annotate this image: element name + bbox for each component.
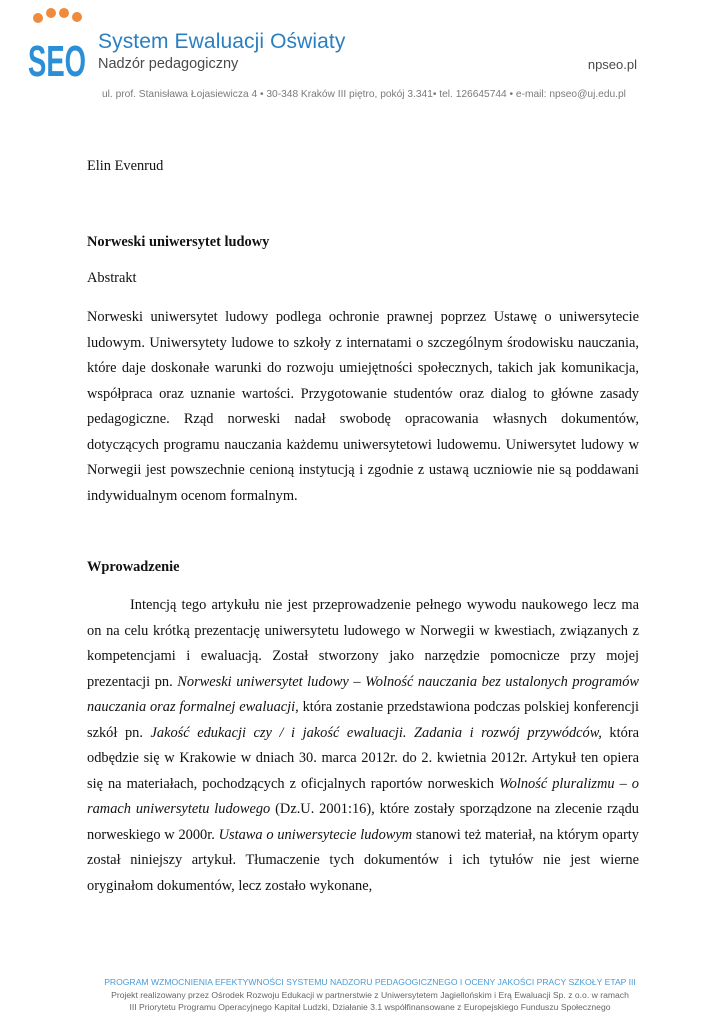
intro-text-2: , która zostanie przedstawiona podczas polskiej konferencji szkół pn. (87, 699, 639, 741)
seo-logo (24, 4, 90, 86)
intro-text-4: (Dz.U. 2001:16), które zostały sporządzone na zlecenie rządu norweskiego w 2000r. (87, 801, 639, 843)
intro-text-1: Intencją tego artykułu nie jest przeprowadzenie pełnego wywodu naukowego lecz ma on na celu krótką prezentację uniwersytetu ludowego w Norwegii w kwestiach, związanych z kompetencjami i ewaluacją. Został stworzony jako narzędzie pomocnicze przy mojej prezentacji pn. (87, 597, 639, 690)
article-title: Norweski uniwersytet ludowy (87, 234, 270, 250)
author-name: Elin Evenrud (87, 158, 164, 174)
intro-italic-conference-title: Jakość edukacji czy / i jakość ewaluacji. Zadania i rozwój przywódców, (150, 724, 602, 741)
intro-text-5: stanowi też materiał, na którym oparty został niniejszy artykuł. Tłumaczenie tych dokumentów i ich tytułów nie jest wierne oryginałom dokumentów, lecz zostało wykonane, (87, 826, 639, 894)
footer-funding: III Priorytetu Programu Operacyjnego Kapitał Ludzki, Działanie 3.1 współfinansowane z Europejskiego Funduszu Społecznego (129, 1002, 611, 1012)
logo-text: SEO (28, 37, 86, 86)
org-subtitle: Nadzór pedagogiczny (98, 56, 239, 72)
footer-program: PROGRAM WZMOCNIENIA EFEKTYWNOŚCI SYSTEMU NADZORU PEDAGOGICZNEGO I OCENY JAKOŚCI PRACY SZKOŁY ETAP III (104, 977, 636, 987)
intro-italic-report-title: Wolność pluralizmu – o ramach uniwersytetu ludowego (87, 775, 639, 817)
website-link[interactable]: npseo.pl (587, 57, 637, 72)
introduction-paragraph (87, 593, 639, 899)
org-address: ul. prof. Stanisława Łojasiewicza 4 • 30-348 Kraków III piętro, pokój 3.341• tel. 126645744 • e-mail: npseo@uj.edu.pl (102, 89, 626, 100)
org-name: System Ewaluacji Oświaty (98, 30, 346, 53)
intro-italic-presentation-title: Norweski uniwersytet ludowy – Wolność nauczania bez ustalonych programów nauczania oraz formalnej ewaluacji (87, 673, 639, 715)
abstract-label: Abstrakt (87, 270, 137, 286)
intro-text-3: która odbędzie się w Krakowie w dniach 30. marca 2012r. do 2. kwietnia 2012r. Artykuł ten opiera się na materiałach, pochodzących z oficjalnych raportów norweskich (87, 724, 639, 792)
intro-italic-act-title: Ustawa o uniwersytecie ludowym (218, 826, 413, 843)
abstract-paragraph: Norweski uniwersytet ludowy podlega ochronie prawnej poprzez Ustawę o uniwersytecie ludowym. Uniwersytety ludowe to szkoły z internatami o szczególnym środowisku nauczania, które daje doskonałe warunki do rozwoju umiejętności społecznych, takich jak komunikacja, współpraca oraz uznanie wartości. Przygotowanie studentów oraz dialog to główne zasady pedagogiczne. Rząd norweski nadał swobodę opracowania własnych dokumentów, dotyczących programu nauczania każdemu uniwersytetowi ludowemu. Uniwersytet ludowy w Norwegii jest powszechnie cenioną instytucją i zgodnie z ustawą uczniowie nie są poddawani indywidualnym ocenom formalnym. (87, 309, 639, 504)
page-footer (90, 976, 650, 1014)
letterhead (0, 0, 725, 110)
section-heading-introduction: Wprowadzenie (87, 559, 180, 575)
footer-project: Projekt realizowany przez Ośrodek Rozwoju Edukacji w partnerstwie z Uniwersytetem Jagiellońskim i Erą Ewaluacji Sp. z o.o. w ramach (111, 989, 629, 1000)
